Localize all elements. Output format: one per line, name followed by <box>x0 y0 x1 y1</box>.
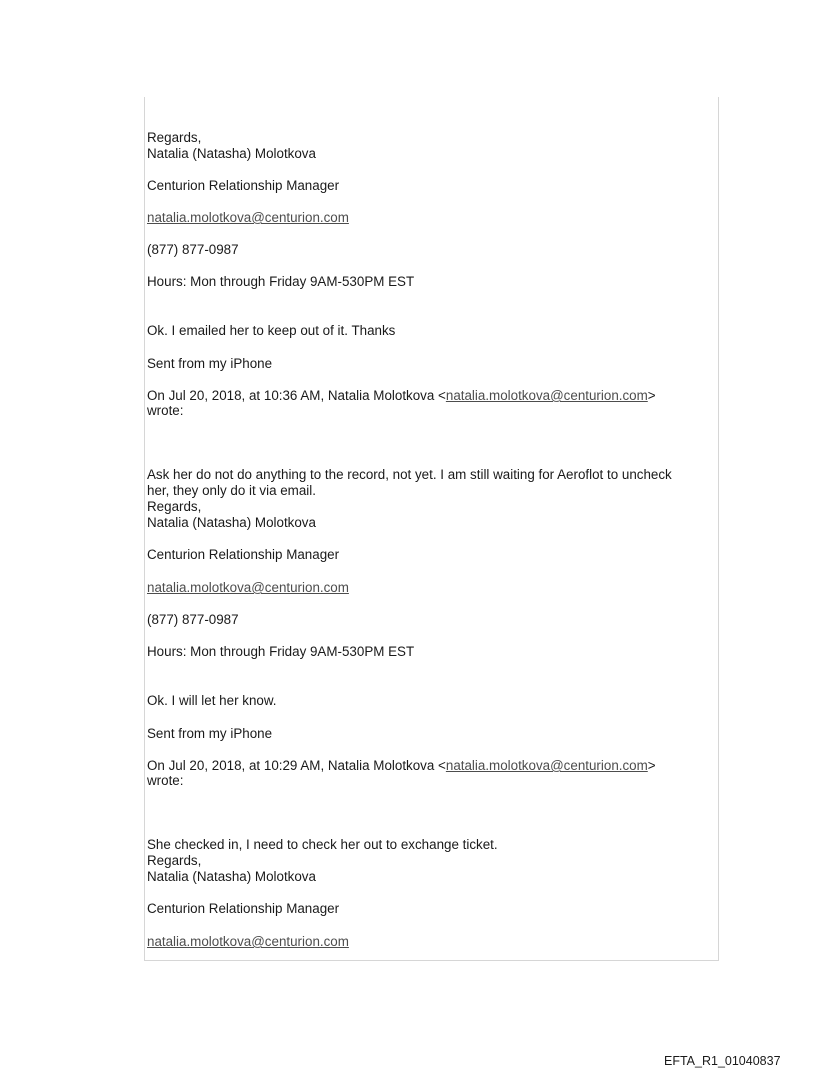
reply-text: Ok. I emailed her to keep out of it. Thanks <box>147 323 396 338</box>
signoff: Regards, <box>147 130 202 145</box>
message-body-line: her, they only do it via email. <box>147 483 316 498</box>
sender-email-link[interactable]: natalia.molotkova@centurion.com <box>147 210 349 225</box>
sender-name: Natalia (Natasha) Molotkova <box>147 515 316 530</box>
sender-email-link[interactable]: natalia.molotkova@centurion.com <box>147 934 349 949</box>
quote-header-prefix: On Jul 20, 2018, at 10:36 AM, Natalia Molotkova < <box>147 388 446 403</box>
sender-name: Natalia (Natasha) Molotkova <box>147 869 316 884</box>
sender-phone: (877) 877-0987 <box>147 612 239 627</box>
sender-hours: Hours: Mon through Friday 9AM-530PM EST <box>147 274 415 289</box>
sender-title: Centurion Relationship Manager <box>147 547 340 562</box>
quote-header-suffix: > <box>647 758 656 773</box>
sender-hours: Hours: Mon through Friday 9AM-530PM EST <box>147 644 415 659</box>
sender-phone: (877) 877-0987 <box>147 242 239 257</box>
document-id: EFTA_R1_01040837 <box>664 1054 781 1068</box>
quote-header-email-link[interactable]: natalia.molotkova@centurion.com <box>445 758 648 773</box>
sender-title: Centurion Relationship Manager <box>147 178 340 193</box>
quote-header-wrote: wrote: <box>147 773 184 788</box>
sender-name: Natalia (Natasha) Molotkova <box>147 146 316 161</box>
quote-header-wrote: wrote: <box>147 403 184 418</box>
message-body-line: Ask her do not do anything to the record, not yet. I am still waiting for Aeroflot to uncheck <box>147 467 672 482</box>
reply-text: Ok. I will let her know. <box>147 693 277 708</box>
sender-email-link[interactable]: natalia.molotkova@centurion.com <box>147 580 349 595</box>
message-body-line: She checked in, I need to check her out to exchange ticket. <box>147 837 498 852</box>
sent-from: Sent from my iPhone <box>147 356 273 371</box>
signoff: Regards, <box>147 853 202 868</box>
sent-from: Sent from my iPhone <box>147 726 273 741</box>
signoff: Regards, <box>147 499 202 514</box>
sender-title: Centurion Relationship Manager <box>147 901 340 916</box>
quote-header-prefix: On Jul 20, 2018, at 10:29 AM, Natalia Molotkova < <box>147 758 446 773</box>
quote-header-suffix: > <box>647 388 656 403</box>
quote-header-email-link[interactable]: natalia.molotkova@centurion.com <box>445 388 648 403</box>
quote-header <box>147 388 656 404</box>
quote-header <box>147 758 656 774</box>
